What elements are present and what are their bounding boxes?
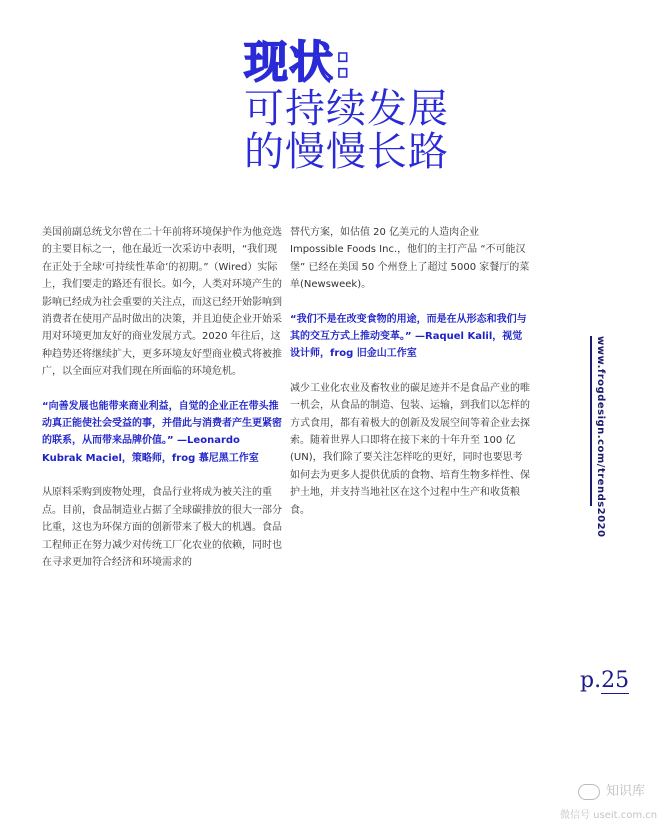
chat-icon <box>578 784 600 800</box>
body-paragraph: 减少工业化农业及畜牧业的碳足迹并不是食品产业的唯一机会，从食品的制造、包装、运输，到我们以怎样的方式食用，都有着极大的创新及发展空间等着企业去探索。随着世界人口即将在接下来的十年升至 100 亿 (UN)，我们除了要关注怎样吃的更好，同时也要思考如何去为更多人提供优质的食物、培育生物多样性、保护土地，并支持当地社区在这个过程中生产和收货粮食。 <box>290 382 530 516</box>
page-number <box>580 668 629 693</box>
side-url[interactable]: www.frogdesign.com/trends2020 <box>595 336 606 538</box>
page-prefix: p. <box>580 668 602 693</box>
title-outline-text: 现状: <box>244 37 353 88</box>
title-line-2: 的慢慢长路 <box>244 129 449 175</box>
pull-quote: “向善发展也能带来商业利益，自觉的企业正在带头推动真正能使社会受益的事，并借此与消费者产生更紧密的联系，从而带来品牌价值。” —Leonardo Kubrak Maciel，策略师，frog 慕尼黑工作室 <box>42 400 282 464</box>
page-number-value: 25 <box>601 668 630 693</box>
body-paragraph: 替代方案，如估值 20 亿美元的人造肉企业 Impossible Foods Inc.，他们的主打产品 “不可能汉堡” 已经在美国 50 个州登上了超过 5000 家餐厅的菜单(Newsweek)。 <box>290 227 530 291</box>
watermark-name: 知识库 <box>606 784 646 799</box>
body-paragraph: 美国前副总统戈尔曾在二十年前将环境保护作为他竞选的主要目标之一，他在最近一次采访中表明，“我们现在正处于全球‘可持续性革命’的初期。”（Wired）实际上，我们要走的路还有很长。如今，人类对环境产生的影响已经成为社会重要的关注点，而这已经开始影响到消费者在使用产品时做出的决策，并且迫使企业开始采用对环境更加友好的商业发展方式。2020 年往后，这种趋势还将继续扩大，更多环境友好型商业模式将被推广，以全面应对我们现在所面临的环境危机。 <box>42 227 282 378</box>
right-column <box>290 224 530 536</box>
title-line-1: 可持续发展 <box>244 86 449 132</box>
watermark <box>578 780 645 800</box>
watermark-sub: 微信号 useit.com.cn <box>560 810 658 821</box>
body-paragraph: 从原料采购到废物处理，食品行业将成为被关注的重点。目前，食品制造业占据了全球碳排放的很大一部分比重，这也为环保方面的创新带来了极大的机遇。食品工程师正在努力减少对传统工厂化农业的依赖，同时也在寻求更加符合经济和环境需求的 <box>42 487 282 568</box>
left-column <box>42 224 282 588</box>
side-divider <box>590 336 592 506</box>
pull-quote: “我们不是在改变食物的用途，而是在从形态和我们与其的交互方式上推动变革。” —Raquel Kalil，视觉设计师，frog 旧金山工作室 <box>290 313 527 360</box>
page-title <box>244 38 449 174</box>
